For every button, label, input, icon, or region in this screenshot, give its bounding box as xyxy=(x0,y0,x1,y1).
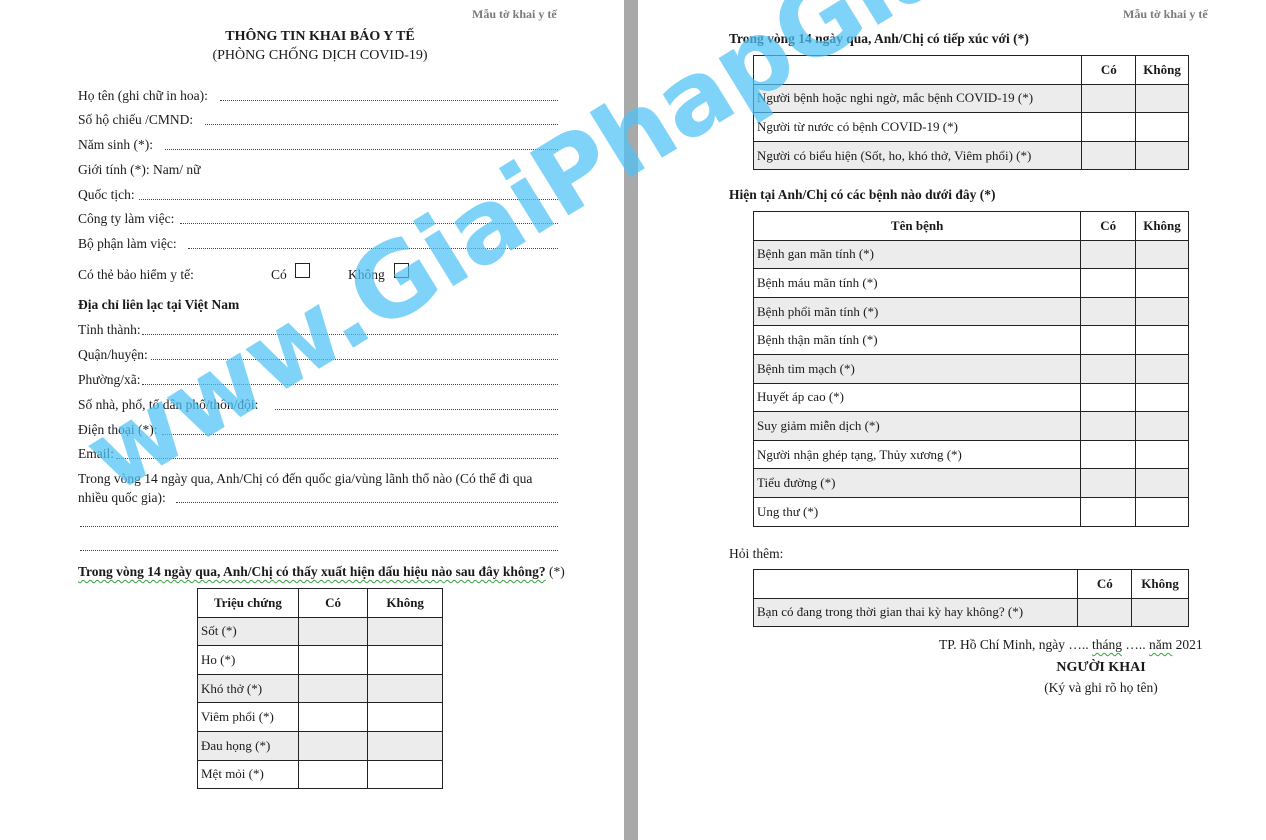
field-ward-label: Phường/xã: xyxy=(78,372,141,387)
disease-no-cell[interactable] xyxy=(1136,240,1189,269)
disease-header-yes: Có xyxy=(1081,212,1136,241)
disease-no-cell[interactable] xyxy=(1136,497,1189,526)
table-row xyxy=(754,84,1189,113)
insurance-yes-checkbox[interactable] xyxy=(295,263,310,278)
table-row xyxy=(754,497,1189,526)
table-row xyxy=(754,354,1189,383)
disease-name: Bệnh máu mãn tính (*) xyxy=(754,269,1081,298)
table-row xyxy=(754,440,1189,469)
disease-yes-cell[interactable] xyxy=(1081,383,1136,412)
disease-no-cell[interactable] xyxy=(1136,354,1189,383)
symptom-no-cell[interactable] xyxy=(368,760,443,789)
contact-yes-cell[interactable] xyxy=(1082,113,1136,142)
symptoms-header-name: Triệu chứng xyxy=(198,589,299,618)
symptom-name: Đau họng (*) xyxy=(198,731,299,760)
disease-yes-cell[interactable] xyxy=(1081,440,1136,469)
disease-yes-cell[interactable] xyxy=(1081,240,1136,269)
table-row xyxy=(754,269,1189,298)
contact-item: Người từ nước có bệnh COVID-19 (*) xyxy=(754,113,1082,142)
contact-no-cell[interactable] xyxy=(1136,141,1189,170)
disease-yes-cell[interactable] xyxy=(1081,269,1136,298)
contact-no-cell[interactable] xyxy=(1136,84,1189,113)
extra-question: Bạn có đang trong thời gian thai kỳ hay không? (*) xyxy=(754,598,1078,627)
field-phone-label: Điện thoại (*): xyxy=(78,422,158,437)
symptoms-required-mark: (*) xyxy=(549,564,565,579)
table-row xyxy=(754,297,1189,326)
left-page xyxy=(0,0,624,840)
table-row xyxy=(754,598,1189,627)
disease-name: Bệnh gan mãn tính (*) xyxy=(754,240,1081,269)
date-month-word: tháng xyxy=(1092,637,1123,652)
field-gender-label[interactable]: Giới tính (*): Nam/ nữ xyxy=(78,162,201,177)
disease-name: Tiểu đường (*) xyxy=(754,469,1081,498)
travel-question-line1: Trong vòng 14 ngày qua, Anh/Chị có đến quốc gia/vùng lãnh thổ nào (Có thể đi qua xyxy=(78,471,533,486)
contact-no-cell[interactable] xyxy=(1136,113,1189,142)
insurance-no-checkbox[interactable] xyxy=(394,263,409,278)
disease-name: Người nhận ghép tạng, Thủy xương (*) xyxy=(754,440,1081,469)
disease-no-cell[interactable] xyxy=(1136,412,1189,441)
field-email-label: Email: xyxy=(78,446,114,461)
contact-yes-cell[interactable] xyxy=(1082,84,1136,113)
symptom-yes-cell[interactable] xyxy=(298,674,368,703)
form-title: THÔNG TIN KHAI BÁO Y TẾ xyxy=(225,29,415,44)
left-header-label: Mẫu tờ khai y tế xyxy=(472,7,557,21)
extra-label: Hỏi thêm: xyxy=(729,546,784,561)
table-row xyxy=(754,113,1189,142)
symptom-name: Sốt (*) xyxy=(198,617,299,646)
insurance-yes-label: Có xyxy=(271,267,287,282)
insurance-no-label: Không xyxy=(348,267,385,282)
travel-answer-line-3[interactable] xyxy=(80,550,558,551)
contact-header-no: Không xyxy=(1136,56,1189,85)
date-year: 2021 xyxy=(1172,637,1203,652)
field-passport-label: Số hộ chiếu /CMND: xyxy=(78,112,194,127)
table-row xyxy=(754,383,1189,412)
field-birth-year-label: Năm sinh (*): xyxy=(78,137,153,152)
field-street-input[interactable] xyxy=(275,409,558,410)
contact-table xyxy=(753,55,1189,170)
disease-yes-cell[interactable] xyxy=(1081,469,1136,498)
symptom-no-cell[interactable] xyxy=(368,646,443,675)
contact-item: Người bệnh hoặc nghi ngờ, mắc bệnh COVID-19 (*) xyxy=(754,84,1082,113)
symptoms-header-yes: Có xyxy=(298,589,368,618)
field-company-label: Công ty làm việc: xyxy=(78,211,175,226)
table-row xyxy=(754,240,1189,269)
disease-no-cell[interactable] xyxy=(1136,297,1189,326)
extra-yes-cell[interactable] xyxy=(1078,598,1132,627)
travel-answer-line-2[interactable] xyxy=(80,526,558,527)
contact-header-yes: Có xyxy=(1082,56,1136,85)
symptom-no-cell[interactable] xyxy=(368,731,443,760)
date-year-word: năm xyxy=(1149,637,1173,652)
field-birth-year-input[interactable] xyxy=(165,149,558,150)
form-subtitle: (PHÒNG CHỐNG DỊCH COVID-19) xyxy=(212,48,428,63)
field-district-input[interactable] xyxy=(151,359,558,360)
symptom-no-cell[interactable] xyxy=(368,703,443,732)
extra-no-cell[interactable] xyxy=(1132,598,1189,627)
disease-yes-cell[interactable] xyxy=(1081,354,1136,383)
right-header-label: Mẫu tờ khai y tế xyxy=(1123,7,1208,21)
contact-header-blank xyxy=(754,56,1082,85)
disease-no-cell[interactable] xyxy=(1136,383,1189,412)
field-passport-input[interactable] xyxy=(205,124,558,125)
date-prefix: TP. Hồ Chí Minh, ngày ….. xyxy=(939,637,1093,652)
field-district-label: Quận/huyện: xyxy=(78,347,148,362)
insurance-label: Có thẻ bảo hiểm y tế: xyxy=(78,267,194,282)
table-row xyxy=(754,469,1189,498)
field-phone-input[interactable] xyxy=(162,434,558,435)
table-row xyxy=(198,617,443,646)
symptom-yes-cell[interactable] xyxy=(298,760,368,789)
disease-no-cell[interactable] xyxy=(1136,440,1189,469)
disease-no-cell[interactable] xyxy=(1136,269,1189,298)
symptom-name: Khó thở (*) xyxy=(198,674,299,703)
disease-yes-cell[interactable] xyxy=(1081,497,1136,526)
disease-table xyxy=(753,211,1189,527)
field-department-label: Bộ phận làm việc: xyxy=(78,236,177,251)
disease-no-cell[interactable] xyxy=(1136,469,1189,498)
field-nationality-label: Quốc tịch: xyxy=(78,187,135,202)
symptoms-header-no: Không xyxy=(368,589,443,618)
field-department-input[interactable] xyxy=(188,248,558,249)
field-province-input[interactable] xyxy=(142,334,558,335)
symptom-no-cell[interactable] xyxy=(368,674,443,703)
travel-question-line2: nhiều quốc gia): xyxy=(78,490,166,505)
disease-no-cell[interactable] xyxy=(1136,326,1189,355)
symptoms-question-text: Trong vòng 14 ngày qua, Anh/Chị có thấy xuất hiện dấu hiệu nào sau đây không? xyxy=(78,564,546,579)
disease-header-name: Tên bệnh xyxy=(754,212,1081,241)
extra-header-blank xyxy=(754,570,1078,599)
disease-yes-cell[interactable] xyxy=(1081,297,1136,326)
symptom-name: Mệt mỏi (*) xyxy=(198,760,299,789)
table-row xyxy=(198,760,443,789)
field-company-input[interactable] xyxy=(180,223,558,224)
field-full-name-label: Họ tên (ghi chữ in hoa): xyxy=(78,88,208,103)
table-row xyxy=(198,731,443,760)
field-province-label: Tỉnh thành: xyxy=(78,322,141,337)
table-row xyxy=(754,141,1189,170)
disease-header-no: Không xyxy=(1136,212,1189,241)
table-row xyxy=(754,326,1189,355)
disease-name: Bệnh thận mãn tính (*) xyxy=(754,326,1081,355)
table-row xyxy=(198,703,443,732)
table-row xyxy=(754,412,1189,441)
symptom-yes-cell[interactable] xyxy=(298,731,368,760)
table-row xyxy=(198,674,443,703)
extra-header-no: Không xyxy=(1132,570,1189,599)
contact-yes-cell[interactable] xyxy=(1082,141,1136,170)
signer-title: NGƯỜI KHAI xyxy=(1056,660,1146,675)
disease-question: Hiện tại Anh/Chị có các bệnh nào dưới đây (*) xyxy=(729,187,996,202)
disease-yes-cell[interactable] xyxy=(1081,326,1136,355)
extra-table xyxy=(753,569,1189,627)
page-divider xyxy=(624,0,638,840)
symptoms-question xyxy=(78,564,565,580)
right-page xyxy=(638,0,1266,840)
symptom-name: Ho (*) xyxy=(198,646,299,675)
symptom-yes-cell[interactable] xyxy=(298,617,368,646)
symptoms-table xyxy=(197,588,443,789)
date-mid: ….. xyxy=(1122,637,1150,652)
date-line xyxy=(939,636,1203,654)
field-ward-input[interactable] xyxy=(142,384,558,385)
disease-name: Huyết áp cao (*) xyxy=(754,383,1081,412)
signer-note: (Ký và ghi rõ họ tên) xyxy=(1044,680,1158,695)
field-full-name-input[interactable] xyxy=(220,100,558,101)
disease-name: Suy giảm miễn dịch (*) xyxy=(754,412,1081,441)
contact-item: Người có biểu hiện (Sốt, ho, khó thở, Viêm phổi) (*) xyxy=(754,141,1082,170)
extra-header-yes: Có xyxy=(1078,570,1132,599)
field-email-input[interactable] xyxy=(116,458,558,459)
disease-name: Ung thư (*) xyxy=(754,497,1081,526)
disease-name: Bệnh phổi mãn tính (*) xyxy=(754,297,1081,326)
symptom-no-cell[interactable] xyxy=(368,617,443,646)
field-nationality-input[interactable] xyxy=(139,199,558,200)
symptom-name: Viêm phổi (*) xyxy=(198,703,299,732)
field-street-label: Số nhà, phố, tổ dân phố/thôn/đội: xyxy=(78,397,259,412)
travel-answer-line-1[interactable] xyxy=(176,502,558,503)
disease-name: Bệnh tim mạch (*) xyxy=(754,354,1081,383)
symptom-yes-cell[interactable] xyxy=(298,646,368,675)
symptom-yes-cell[interactable] xyxy=(298,703,368,732)
table-row xyxy=(198,646,443,675)
disease-yes-cell[interactable] xyxy=(1081,412,1136,441)
contact-question: Trong vòng 14 ngày qua, Anh/Chị có tiếp xúc với (*) xyxy=(729,31,1029,46)
address-heading: Địa chỉ liên lạc tại Việt Nam xyxy=(78,297,240,312)
